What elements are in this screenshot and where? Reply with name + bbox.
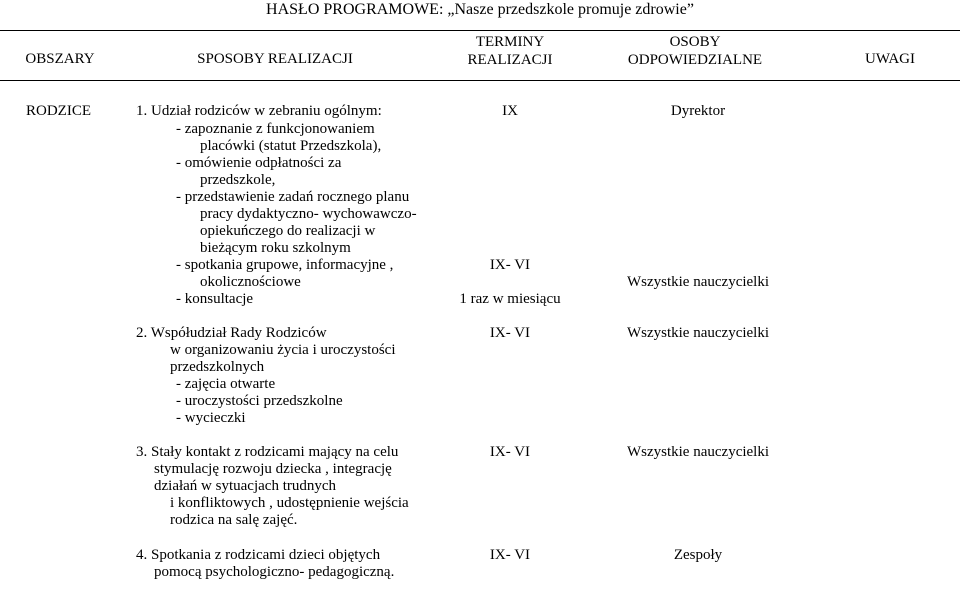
item-line: stymulację rozwoju dziecka , integrację	[154, 461, 392, 477]
item-line: bieżącym roku szkolnym	[200, 240, 351, 256]
item-line: rodzica na salę zajęć.	[170, 512, 298, 528]
item-line: - zajęcia otwarte	[176, 376, 276, 392]
header-obszary: OBSZARY	[25, 51, 95, 67]
person-value: Zespoły	[673, 547, 723, 563]
header-uwagi: UWAGI	[865, 51, 915, 67]
item-line: i konfliktowych , udostępnienie wejścia	[170, 495, 409, 511]
person-value: Wszystkie nauczycielki	[626, 444, 770, 460]
header-terminy	[440, 33, 580, 69]
page-title: HASŁO PROGRAMOWE: „Nasze przedszkole promuje zdrowie”	[266, 1, 694, 18]
header-osoby-line1: OSOBY	[669, 34, 721, 50]
item-line: przedszkolnych	[170, 359, 265, 375]
item-line: 3. Stały kontakt z rodzicami mający na celu	[136, 444, 399, 460]
item-line: - spotkania grupowe, informacyjne ,	[176, 257, 394, 273]
header-terminy-line1: TERMINY	[475, 34, 545, 50]
header-terminy-line2: REALIZACJI	[467, 52, 553, 68]
term-value: IX	[502, 103, 518, 119]
item-line: działań w sytuacjach trudnych	[154, 478, 337, 494]
person-value: Wszystkie nauczycielki	[626, 274, 770, 290]
term-value: IX- VI	[489, 444, 531, 460]
person-value: Dyrektor	[670, 103, 726, 119]
item-line: okolicznościowe	[200, 274, 301, 290]
header-bottom-rule	[0, 80, 960, 81]
header-osoby-line2: ODPOWIEDZIALNE	[627, 52, 763, 68]
item-line: opiekuńczego do realizacji w	[200, 223, 376, 239]
item-line: przedszkole,	[200, 172, 276, 188]
item-line: pracy dydaktyczno- wychowawczo-	[200, 206, 417, 222]
term-value: 1 raz w miesiącu	[459, 291, 561, 307]
item-line: pomocą psychologiczno- pedagogiczną.	[154, 564, 395, 580]
item-line: w organizowaniu życia i uroczystości	[170, 342, 396, 358]
item-line: 1. Udział rodziców w zebraniu ogólnym:	[136, 103, 382, 119]
term-value: IX- VI	[489, 257, 531, 273]
header-top-rule	[0, 30, 960, 31]
area-label: RODZICE	[26, 103, 91, 119]
item-line: - omówienie odpłatności za	[176, 155, 342, 171]
header-osoby	[600, 33, 790, 69]
item-line: 2. Współudział Rady Rodziców	[136, 325, 327, 341]
header-sposoby: SPOSOBY REALIZACJI	[197, 51, 353, 67]
term-value: IX- VI	[489, 325, 531, 341]
item-line: 4. Spotkania z rodzicami dzieci objętych	[136, 547, 381, 563]
item-line: - przedstawienie zadań rocznego planu	[176, 189, 410, 205]
item-line: - wycieczki	[176, 410, 246, 426]
item-line: - konsultacje	[176, 291, 254, 307]
item-line: - uroczystości przedszkolne	[176, 393, 343, 409]
item-line: placówki (statut Przedszkola),	[200, 138, 382, 154]
person-value: Wszystkie nauczycielki	[626, 325, 770, 341]
term-value: IX- VI	[489, 547, 531, 563]
item-line: - zapoznanie z funkcjonowaniem	[176, 121, 375, 137]
